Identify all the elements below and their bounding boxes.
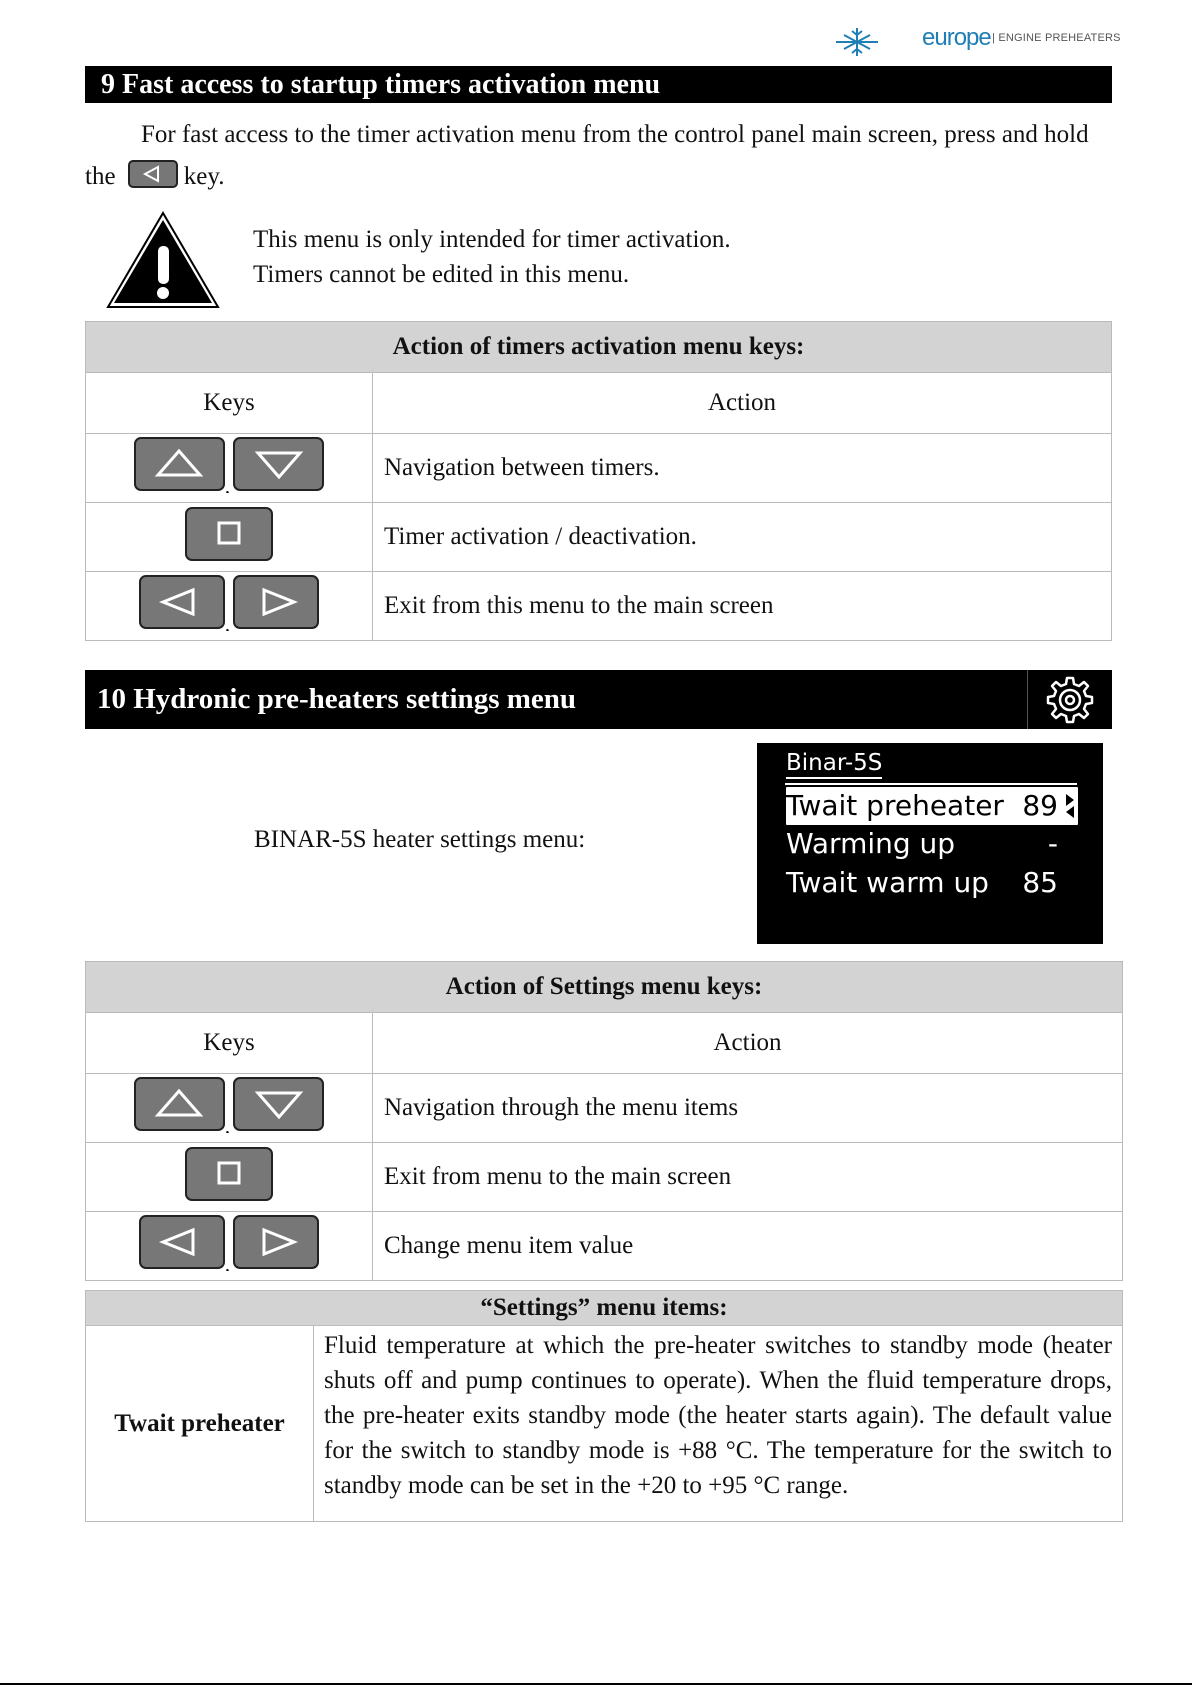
- timers-keys-table: [85, 321, 1112, 641]
- brand-tagline: | ENGINE PREHEATERS: [992, 32, 1121, 44]
- action-cell: Navigation through the menu items: [373, 1074, 1123, 1143]
- settings-keys-table: [85, 961, 1123, 1281]
- column-header-action: Action: [373, 1013, 1123, 1074]
- lcd-row-label: Twait warm up: [786, 866, 989, 899]
- lcd-row-value: 85: [1022, 866, 1058, 899]
- action-cell: Navigation between timers.: [373, 434, 1112, 503]
- table-row: [86, 503, 1112, 572]
- section-9-title: 9 Fast access to startup timers activation menu: [85, 66, 1112, 103]
- warning-line-1: This menu is only intended for timer activation.: [253, 226, 731, 253]
- table-row: [86, 572, 1112, 641]
- up-down-keys-icon: [134, 437, 324, 493]
- header-logo: [830, 22, 1130, 62]
- svg-text:,: ,: [225, 1253, 230, 1271]
- lcd-row-label: Warming up: [786, 827, 956, 860]
- lcd-divider: [785, 783, 1077, 785]
- left-right-keys-icon: [139, 575, 319, 631]
- warning-text: [253, 222, 731, 292]
- column-header-keys: Keys: [86, 1013, 373, 1074]
- svg-text:,: ,: [225, 475, 230, 493]
- lcd-row: [786, 825, 1078, 863]
- column-header-keys: Keys: [86, 373, 373, 434]
- lcd-row: [786, 864, 1078, 902]
- table-row: [86, 1212, 1123, 1281]
- section-10-title-text: 10 Hydronic pre-heaters settings menu: [97, 683, 577, 715]
- lcd-title: Binar-5S: [786, 749, 882, 779]
- keys-cell: [86, 1074, 373, 1143]
- binar-settings-label: BINAR-5S heater settings menu:: [254, 826, 586, 853]
- up-down-keys-icon: [134, 1077, 324, 1133]
- table-row: [86, 1074, 1123, 1143]
- keys-cell: [86, 1143, 373, 1212]
- action-cell: Change menu item value: [373, 1212, 1123, 1281]
- stop-key-icon: [185, 1147, 273, 1201]
- left-right-keys-icon: [139, 1215, 319, 1271]
- section-9-intro: [85, 114, 1115, 198]
- keys-cell: [86, 572, 373, 641]
- snowflake-icon: [830, 26, 884, 58]
- settings-gear-box: [1027, 670, 1112, 729]
- table-caption: Action of timers activation menu keys:: [86, 322, 1112, 373]
- item-name: Twait preheater: [86, 1326, 314, 1522]
- stop-key-icon: [185, 507, 273, 561]
- lcd-adjust-arrows-icon: [1064, 793, 1076, 819]
- intro-text-end: key.: [183, 163, 225, 190]
- table-caption: “Settings” menu items:: [86, 1291, 1123, 1326]
- section-10-title: [85, 670, 1112, 729]
- lcd-display: [757, 743, 1103, 944]
- keys-cell: [86, 503, 373, 572]
- column-header-action: Action: [373, 373, 1112, 434]
- settings-items-table: [85, 1290, 1123, 1522]
- warning-icon: [106, 210, 220, 310]
- keys-cell: [86, 434, 373, 503]
- brand-name: europe: [922, 24, 991, 51]
- lcd-row-value: 89: [1022, 789, 1058, 822]
- action-cell: Timer activation / deactivation.: [373, 503, 1112, 572]
- table-caption: Action of Settings menu keys:: [86, 962, 1123, 1013]
- table-row: [86, 1326, 1123, 1522]
- item-description: Fluid temperature at which the pre-heater switches to standby mode (heater shuts off and pump continues to operate). When the fluid temperature drops, the pre-heater exits standby mode (the heater starts again). The default value for the switch to standby mode is +88 °C. The temperature for the switch to standby mode can be set in the +20 to +95 °C range.: [314, 1326, 1123, 1522]
- lcd-row-selected: [786, 787, 1078, 825]
- action-cell: Exit from this menu to the main screen: [373, 572, 1112, 641]
- table-row: [86, 1143, 1123, 1212]
- warning-line-2: Timers cannot be edited in this menu.: [253, 261, 630, 288]
- table-row: [86, 434, 1112, 503]
- lcd-row-label: Twait preheater: [786, 789, 1004, 822]
- action-cell: Exit from menu to the main screen: [373, 1143, 1123, 1212]
- left-key-icon: [128, 160, 178, 188]
- gear-icon: [1045, 675, 1095, 725]
- intro-text: For fast access to the timer activation menu from the control panel main screen, press and hold the: [85, 121, 1089, 190]
- keys-cell: [86, 1212, 373, 1281]
- svg-text:,: ,: [225, 1115, 230, 1133]
- lcd-row-value: -: [1047, 827, 1058, 860]
- svg-text:,: ,: [225, 613, 230, 631]
